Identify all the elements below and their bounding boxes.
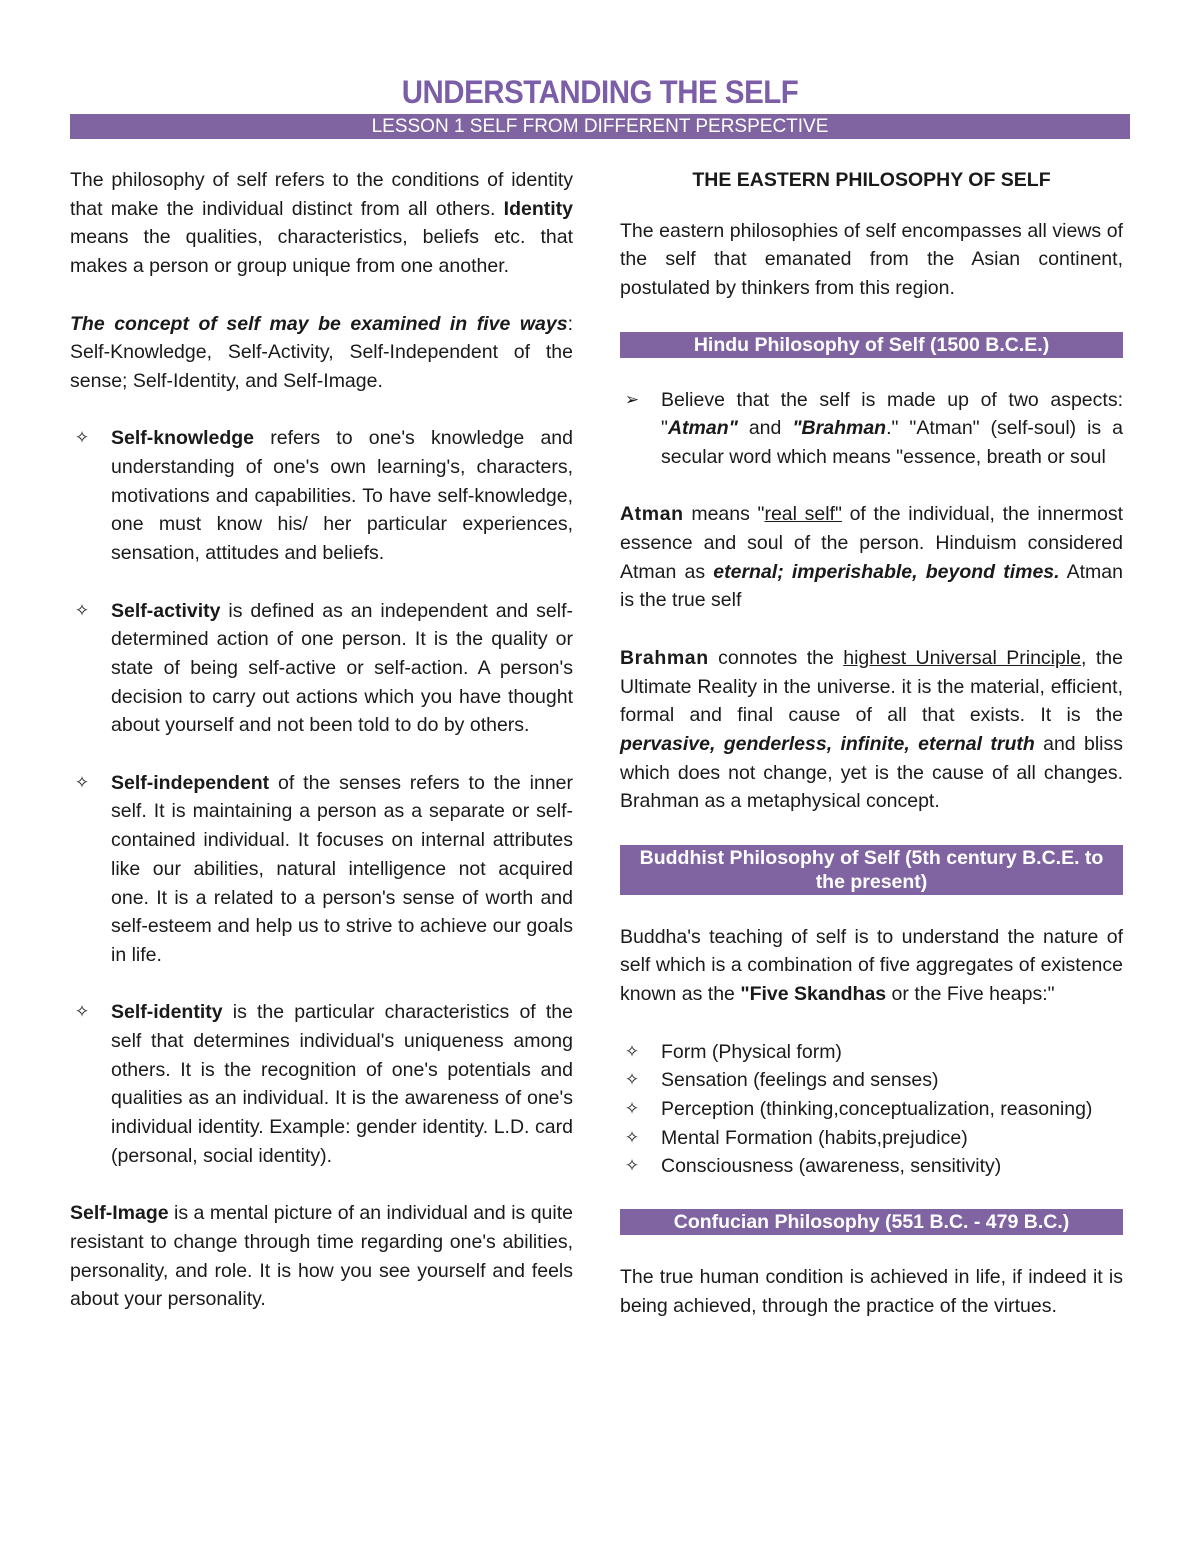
list-item <box>620 1066 1123 1095</box>
arrow-bullet-icon: ➢ <box>624 389 640 409</box>
diamond-bullet-icon: ✧ <box>624 1070 640 1090</box>
atman-emphasis: eternal; imperishable, beyond times. <box>713 560 1060 583</box>
concept-text: : Self-Knowledge, Self-Activity, Self-Independent of the sense; Self-Identity, and Self-Image. <box>70 312 573 392</box>
buddhist-text: or the Five heaps:" <box>886 983 1055 1006</box>
skandha-text: Sensation (feelings and senses) <box>661 1069 939 1092</box>
skandhas-list <box>620 1038 1123 1182</box>
atman-heading: Atman <box>620 503 684 526</box>
right-column <box>620 166 1123 1349</box>
self-image-term: Self-Image <box>70 1202 169 1225</box>
real-self-underlined: real self" <box>764 503 842 526</box>
skandha-text: Mental Formation (habits,prejudice) <box>661 1126 968 1149</box>
diamond-bullet-icon: ✧ <box>74 1002 90 1022</box>
self-image-text: is a mental picture of an individual and is quite resistant to change through time regarding one's abilities, personality, and role. It is how you see yourself and feels about your personality. <box>70 1202 573 1311</box>
eastern-paragraph: The eastern philosophies of self encompasses all views of the self that emanated from the Asian continent, postulated by thinkers from this region. <box>620 219 1123 300</box>
list-item <box>620 1038 1123 1067</box>
diamond-bullet-icon: ✧ <box>624 1127 640 1147</box>
identity-term: Identity <box>503 197 573 220</box>
item-text: refers to one's knowledge and understanding of one's own learning's, characters, motivations and capabilities. To have self-knowledge, one must know his/ her particular experiences, sensation, attitudes and beliefs. <box>111 427 573 565</box>
skandha-text: Form (Physical form) <box>661 1040 842 1063</box>
concept-lead: The concept of self may be examined in five ways <box>70 312 568 335</box>
diamond-bullet-icon: ✧ <box>74 772 90 792</box>
list-item <box>620 1152 1123 1181</box>
item-term: Self-knowledge <box>111 427 255 450</box>
list-item <box>70 998 573 1170</box>
brahman-heading: Brahman <box>620 646 709 669</box>
left-column <box>70 166 573 1343</box>
item-term: Self-independent <box>111 771 270 794</box>
list-item <box>70 424 573 568</box>
item-text: is the particular characteristics of the self that determines individual's uniqueness among others. It is the recognition of one's potentials and qualities as an individual. It is the awareness of one's individual identity. Example: gender identity. L.D. card (personal, social identity). <box>111 1001 573 1167</box>
universal-principle-underlined: highest Universal Principle, <box>843 646 1087 669</box>
concept-paragraph <box>70 310 573 396</box>
list-item <box>620 1095 1123 1124</box>
buddhist-section-bar: Buddhist Philosophy of Self (5th century B.C.E. to the present) <box>620 845 1123 895</box>
buddhist-paragraph <box>620 923 1123 1009</box>
brahman-text: and bliss which does not change, yet is the cause of all changes. Brahman as a metaphysical concept. <box>620 732 1123 813</box>
list-item <box>70 769 573 970</box>
confucian-section-bar: Confucian Philosophy (551 B.C. - 479 B.C.) <box>620 1209 1123 1235</box>
diamond-bullet-icon: ✧ <box>624 1156 640 1176</box>
skandha-text: Consciousness (awareness, sensitivity) <box>661 1155 1002 1178</box>
brahman-term: "Brahman <box>792 417 887 440</box>
brahman-text: the Ultimate Reality in the universe. it is the material, efficient, formal and final cause of all that exists. It is the <box>620 646 1123 727</box>
atman-paragraph <box>620 500 1123 615</box>
confucian-paragraph: The true human condition is achieved in life, if indeed it is being achieved, through the practice of the virtues. <box>620 1266 1123 1317</box>
intro-paragraph <box>70 166 573 281</box>
skandhas-term: "Five Skandhas <box>740 983 887 1006</box>
brahman-paragraph <box>620 644 1123 816</box>
brahman-emphasis: pervasive, genderless, infinite, eternal truth <box>620 732 1035 755</box>
list-item <box>70 597 573 741</box>
item-term: Self-identity <box>111 1001 223 1024</box>
item-text: is defined as an independent and self-determined action of one person. It is the quality or state of being self-active or self-action. A person's decision to carry out actions which you have thought about yourself and not been told to do by others. <box>111 599 573 737</box>
atman-text: means " <box>683 503 765 526</box>
buddhist-text: Buddha's teaching of self is to understand the nature of self which is a combination of five aggregates of existence known as the <box>620 925 1123 1006</box>
intro-text: The philosophy of self refers to the conditions of identity that make the individual distinct from all others. <box>70 169 573 220</box>
atman-text: of the individual, the innermost essence and soul of the person. Hinduism considered Atman as <box>620 503 1124 583</box>
eastern-heading: THE EASTERN PHILOSOPHY OF SELF <box>692 169 1051 191</box>
hindu-bullet <box>620 386 1123 472</box>
item-term: Self-activity <box>111 599 221 622</box>
diamond-bullet-icon: ✧ <box>74 428 90 448</box>
skandha-text: Perception (thinking,conceptualization, reasoning) <box>661 1097 1093 1120</box>
bullet-text: ." "Atman" (self-soul) is a secular word which means "essence, breath or soul <box>661 417 1123 468</box>
intro-text-2: means the qualities, characteristics, beliefs etc. that makes a person or group unique from one another. <box>70 226 573 278</box>
self-image-paragraph <box>70 1199 573 1314</box>
list-item <box>620 1124 1123 1153</box>
diamond-bullet-icon: ✧ <box>74 600 90 620</box>
brahman-text: connotes the <box>708 646 844 669</box>
diamond-bullet-icon: ✧ <box>624 1098 640 1118</box>
item-text: of the senses refers to the inner self. It is maintaining a person as a separate or self-contained individual. It focuses on internal attributes like our abilities, natural intelligence not acquired one. It is a related to a person's sense of worth and self-esteem and help us to strive to achieve our goals in life. <box>111 771 573 966</box>
bullet-text: and <box>737 417 793 440</box>
lesson-banner: LESSON 1 SELF FROM DIFFERENT PERSPECTIVE <box>70 114 1130 139</box>
atman-text: Atman is the true self <box>620 560 1123 612</box>
hindu-section-bar: Hindu Philosophy of Self (1500 B.C.E.) <box>620 332 1123 358</box>
atman-term: Atman" <box>667 417 738 440</box>
diamond-bullet-icon: ✧ <box>624 1041 640 1061</box>
page-title: UNDERSTANDING THE SELF <box>401 74 799 110</box>
bullet-text: Believe that the self is made up of two aspects: " <box>661 388 1123 440</box>
